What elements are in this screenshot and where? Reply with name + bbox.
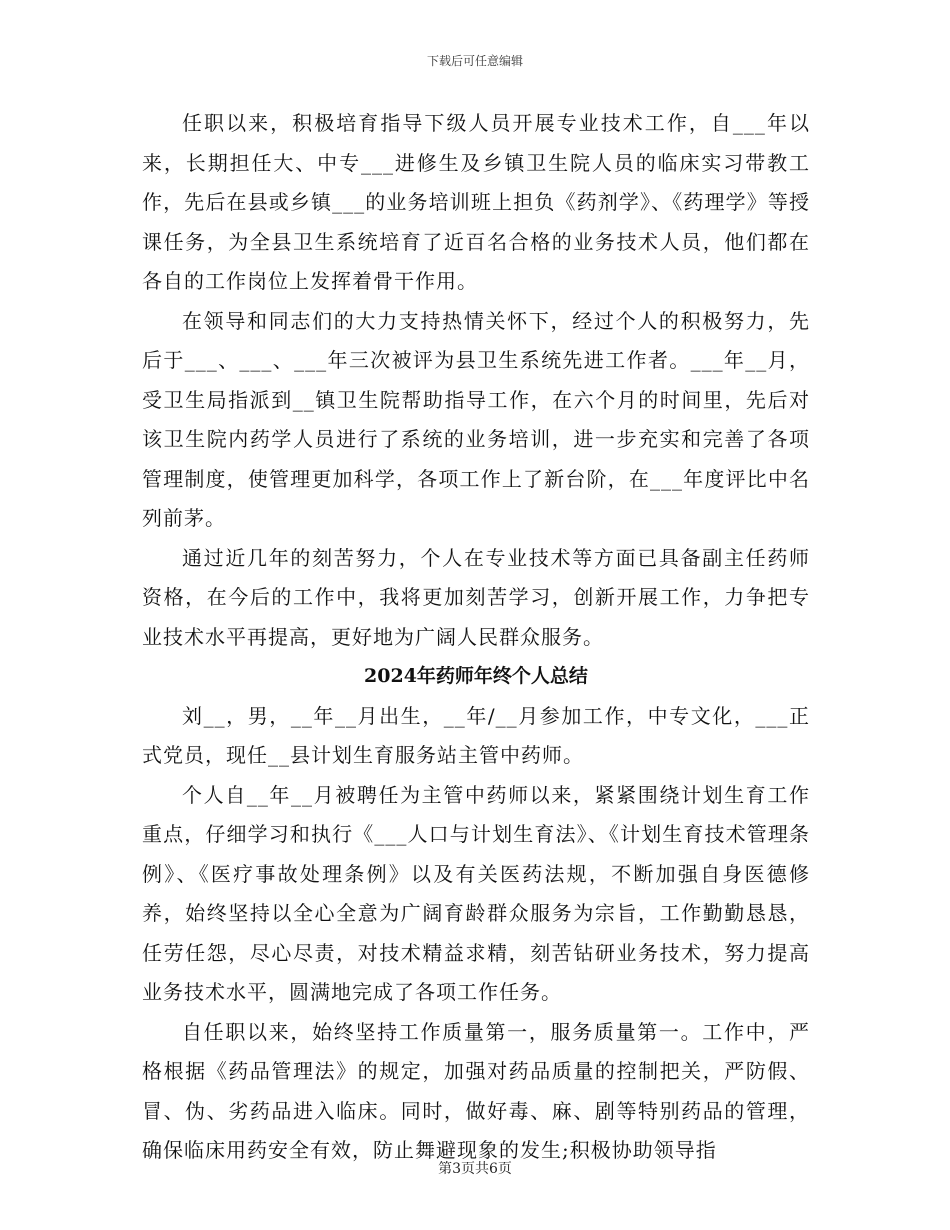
- paragraph-quality: 自任职以来，始终坚持工作质量第一，服务质量第一。工作中，严格根据《药品管理法》的规定，加强对药品质量的控制把关，严防假、冒、伪、劣药品进入临床。同时，做好毒、麻、剧等特别药品的管理，确保临床用药安全有效，防止舞避现象的发生;积极协助领导指: [142, 1019, 810, 1162]
- paragraph-profile: 刘__，男，__年__月出生，__年/__月参加工作，中专文化，___正式党员，现任__县计划生育服务站主管中药师。: [142, 703, 810, 767]
- paragraph-honors: 在领导和同志们的大力支持热情关怀下，经过个人的积极努力，先后于___、___、___年三次被评为县卫生系统先进工作者。___年__月，受卫生局指派到__镇卫生院帮助指导工作，在六个月的时间里，先后对该卫生院内药学人员进行了系统的业务培训，进一步充实和完善了各项管理制度，使管理更加科学，各项工作上了新台阶，在___年度评比中名列前茅。: [142, 308, 810, 530]
- section-title: 2024年药师年终个人总结: [364, 665, 588, 687]
- paragraph-outlook: 通过近几年的刻苦努力，个人在专业技术等方面已具备副主任药师资格，在今后的工作中，我将更加刻苦学习，创新开展工作，力争把专业技术水平再提高，更好地为广阔人民群众服务。: [142, 545, 810, 649]
- paragraph-teaching: 任职以来，积极培育指导下级人员开展专业技术工作，自___年以来，长期担任大、中专___进修生及乡镇卫生院人员的临床实习带教工作，先后在县或乡镇___的业务培训班上担负《药剂学》、《药理学》等授课任务，为全县卫生系统培育了近百名合格的业务技术人员，他们都在各自的工作岗位上发挥着骨干作用。: [142, 111, 810, 293]
- page-number: 第3页共6页: [438, 1161, 512, 1177]
- document-body: [142, 104, 810, 1171]
- page-header-note: 下载后可任意编辑: [426, 54, 523, 68]
- paragraph-duties: 个人自__年__月被聘任为主管中药师以来，紧紧围绕计划生育工作重点，仔细学习和执行《___人口与计划生育法》、《计划生育技术管理条例》、《医疗事故处理条例》以及有关医药法规，不断加强自身医德修养，始终坚持以全心全意为广阔育龄群众服务为宗旨，工作勤勤恳恳，任劳任怨，尽心尽责，对技术精益求精，刻苦钻研业务技术，努力提高业务技术水平，圆满地完成了各项工作任务。: [142, 782, 810, 1004]
